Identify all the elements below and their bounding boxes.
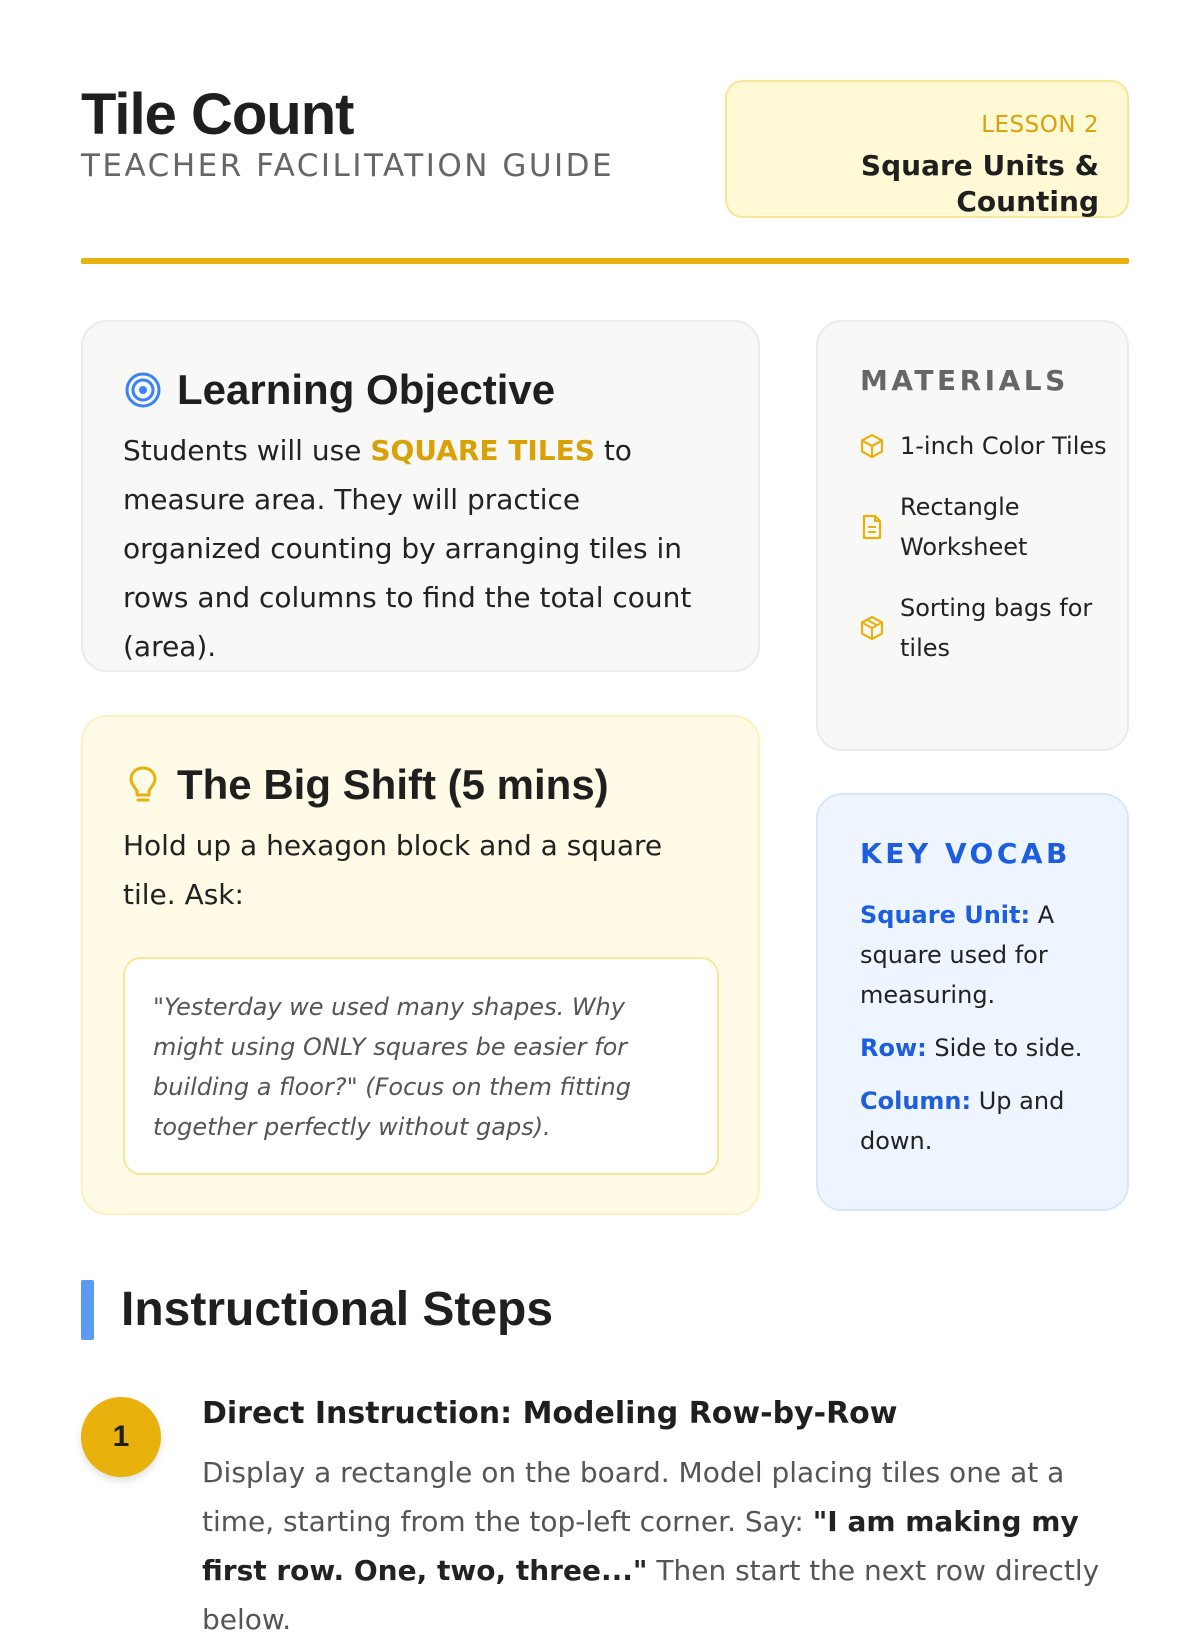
list-item: [858, 588, 1108, 668]
vocab-item: [860, 1081, 1100, 1161]
document-icon: [858, 513, 886, 541]
vocab-term: Square Unit:: [860, 901, 1031, 929]
objective-heading: Learning Objective: [177, 366, 556, 413]
vocab-list: [860, 895, 1100, 1174]
header-divider: [81, 258, 1129, 264]
big-shift-card: [81, 715, 760, 1215]
step-text-start: Display a rectangle on the board. Model placing tiles one at a time, starting from the top-left corner. Say:: [202, 1456, 1065, 1538]
lesson-badge: [725, 80, 1129, 218]
vocab-definition: Up and down.: [860, 1087, 1065, 1155]
learning-objective-card: [81, 320, 760, 672]
objective-text-end: to measure area. They will practice organized counting by arranging tiles in rows and columns to find the total count (area).: [123, 434, 692, 663]
list-item: [858, 487, 1108, 567]
big-shift-header: [123, 757, 609, 813]
objective-text-start: Students will use: [123, 434, 371, 467]
target-icon: [123, 370, 163, 410]
list-item: [858, 426, 1108, 466]
material-text: 1-inch Color Tiles: [900, 432, 1107, 460]
lightbulb-icon: [123, 765, 163, 805]
step-number-badge: 1: [81, 1397, 161, 1477]
section-title: Instructional Steps: [121, 1283, 554, 1336]
vocab-item: [860, 895, 1100, 1015]
objective-header: [123, 362, 555, 418]
vocab-label: KEY VOCAB: [860, 837, 1071, 870]
step-title: Direct Instruction: Modeling Row-by-Row: [202, 1396, 898, 1431]
materials-card: [816, 320, 1129, 751]
lesson-name: Square Units & Counting: [860, 149, 1099, 218]
materials-label: MATERIALS: [860, 364, 1069, 397]
material-text: Rectangle Worksheet: [900, 493, 1028, 561]
key-vocab-card: [816, 793, 1129, 1211]
big-shift-text: Hold up a hexagon block and a square tile. Ask:: [123, 829, 663, 911]
objective-text: [123, 426, 718, 671]
page-subtitle: TEACHER FACILITATION GUIDE: [81, 148, 615, 184]
objective-highlight: SQUARE TILES: [370, 434, 595, 467]
vocab-definition: Side to side.: [926, 1034, 1083, 1062]
step-text: [202, 1448, 1132, 1644]
materials-list: [858, 426, 1108, 689]
page-header: [81, 80, 1129, 266]
vocab-term: Column:: [860, 1087, 972, 1115]
step-text-end: Then start the next row directly below.: [202, 1554, 1100, 1636]
section-accent-bar: [81, 1280, 94, 1340]
vocab-term: Row:: [860, 1034, 927, 1062]
big-shift-quote: "Yesterday we used many shapes. Why might using ONLY squares be easier for building a floor?" (Focus on them fitting together perfectly without gaps).: [123, 957, 719, 1175]
big-shift-heading: The Big Shift (5 mins): [177, 761, 609, 808]
material-text: Sorting bags for tiles: [900, 594, 1093, 662]
page-title: Tile Count: [81, 82, 354, 147]
cube-icon: [858, 432, 886, 460]
package-icon: [858, 614, 886, 642]
lesson-label: LESSON 2: [981, 112, 1099, 138]
vocab-definition: A square used for measuring.: [860, 901, 1055, 1009]
step-text-quote: "I am making my first row. One, two, three...": [202, 1505, 1079, 1587]
vocab-item: [860, 1028, 1100, 1068]
